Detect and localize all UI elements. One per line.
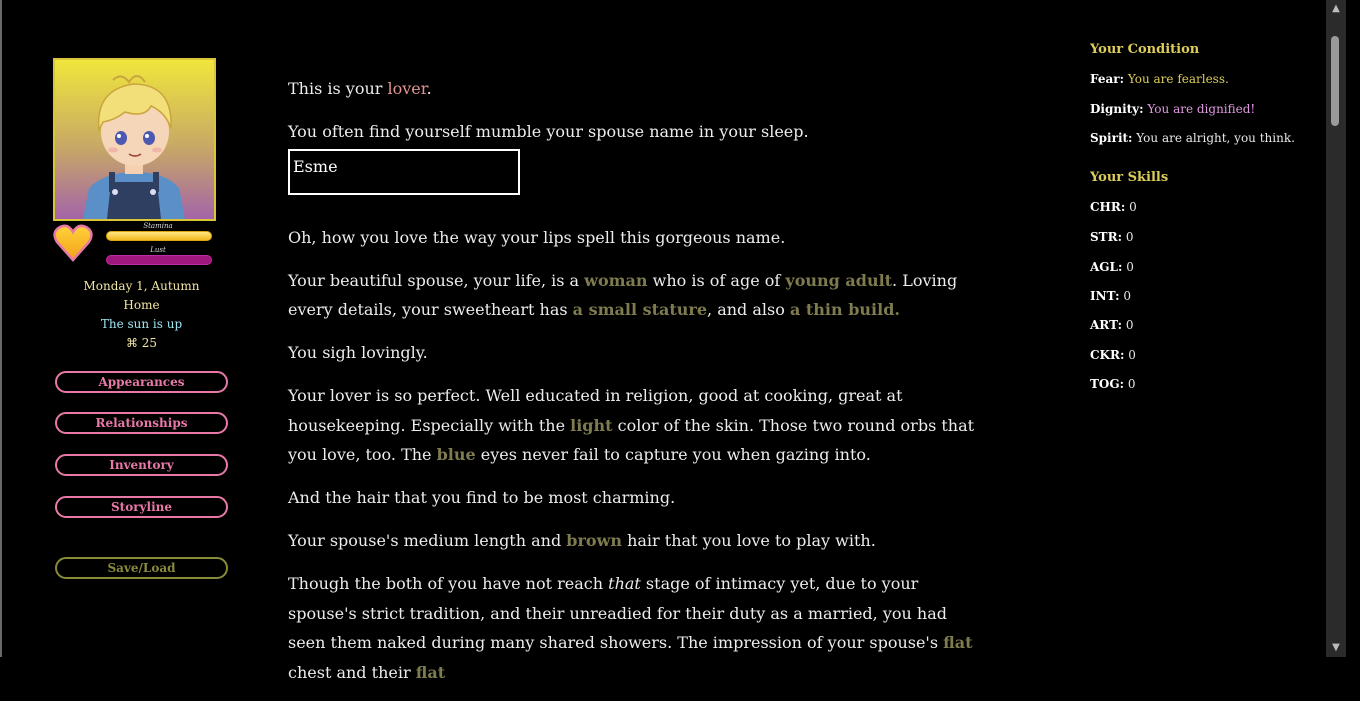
- dignity-row: Dignity: You are dignified!: [1090, 102, 1256, 116]
- skill-int: INT: 0: [1090, 289, 1131, 303]
- skill-agl: AGL: 0: [1090, 260, 1134, 274]
- paragraph-name-love: Oh, how you love the way your lips spell this gorgeous name.: [288, 227, 786, 247]
- stamina-bar: [106, 231, 212, 241]
- hair-color-highlight: brown: [566, 531, 622, 550]
- fear-row: Fear: You are fearless.: [1090, 72, 1229, 86]
- character-illustration: [55, 60, 214, 219]
- text: .: [426, 79, 432, 98]
- eye-color-highlight: blue: [436, 445, 476, 464]
- scroll-down-icon[interactable]: ▼: [1332, 642, 1340, 653]
- story-passage: [288, 74, 988, 701]
- storyline-button[interactable]: Storyline: [55, 496, 228, 518]
- paragraph-intimacy: Though the both of you have not reach that stage of intimacy yet, due to your spouse's strict tradition, and their unreadied for their duty as a married, you had seen them naked during many shared showers. The impression of your spouse's flat chest and their flat: [288, 574, 973, 682]
- money-text: ⌘ 25: [125, 336, 158, 350]
- flat-highlight: flat: [415, 662, 446, 682]
- scroll-up-icon[interactable]: ▲: [1332, 3, 1340, 14]
- spouse-name-input[interactable]: [288, 149, 520, 195]
- location-text: Home: [123, 298, 160, 312]
- inventory-button[interactable]: Inventory: [55, 454, 228, 476]
- time-of-day-text: The sun is up: [100, 317, 183, 331]
- appearances-button[interactable]: Appearances: [55, 371, 228, 393]
- skills-heading: Your Skills: [1090, 170, 1169, 185]
- lust-bar: [106, 255, 212, 265]
- condition-heading: Your Condition: [1090, 42, 1200, 57]
- lover-link[interactable]: lover: [387, 79, 427, 98]
- build-highlight: a thin build.: [789, 300, 900, 319]
- paragraph-perfect: Your lover is so perfect. Well educated in religion, good at cooking, great at housekeeping. Especially with the light color of the skin. Those two round orbs that you love, too. The blue eyes never fail to capture you when gazing into.: [288, 386, 975, 464]
- text: This is your: [288, 79, 388, 98]
- paragraph-name-prompt: You often find yourself mumble your spouse name in your sleep.: [288, 122, 809, 141]
- vertical-scrollbar[interactable]: [1326, 0, 1346, 657]
- skill-ckr: CKR: 0: [1090, 348, 1136, 362]
- paragraph-hair: Your spouse's medium length and brown hair that you love to play with.: [288, 531, 876, 550]
- heart-icon: [52, 222, 94, 264]
- date-text: Monday 1, Autumn: [83, 279, 200, 293]
- skill-art: ART: 0: [1090, 318, 1134, 332]
- gender-highlight: woman: [584, 270, 648, 290]
- skin-highlight: light: [570, 415, 613, 435]
- paragraph-intro: [288, 74, 988, 104]
- spirit-row: Spirit: You are alright, you think.: [1090, 131, 1295, 145]
- paragraph-hair-intro: And the hair that you find to be most charming.: [288, 488, 676, 507]
- save-load-button[interactable]: Save/Load: [55, 557, 228, 579]
- character-portrait: [53, 58, 216, 221]
- stamina-label: Stamina: [143, 222, 173, 230]
- paragraph-sigh: You sigh lovingly.: [288, 343, 428, 362]
- chest-highlight: flat: [943, 633, 973, 652]
- emphasis-text: that: [608, 574, 641, 593]
- stature-highlight: a small stature: [572, 300, 708, 319]
- relationships-button[interactable]: Relationships: [55, 412, 228, 434]
- paragraph-spouse-description: Your beautiful spouse, your life, is a woman who is of age of young adult. Loving every details, your sweetheart has a small stature, and also a thin build.: [288, 270, 958, 319]
- lust-label: Lust: [150, 246, 166, 254]
- age-highlight: young adult: [785, 270, 893, 290]
- skill-str: STR: 0: [1090, 230, 1134, 244]
- skill-chr: CHR: 0: [1090, 200, 1137, 214]
- scrollbar-thumb[interactable]: [1331, 36, 1339, 126]
- skill-tog: TOG: 0: [1090, 377, 1136, 391]
